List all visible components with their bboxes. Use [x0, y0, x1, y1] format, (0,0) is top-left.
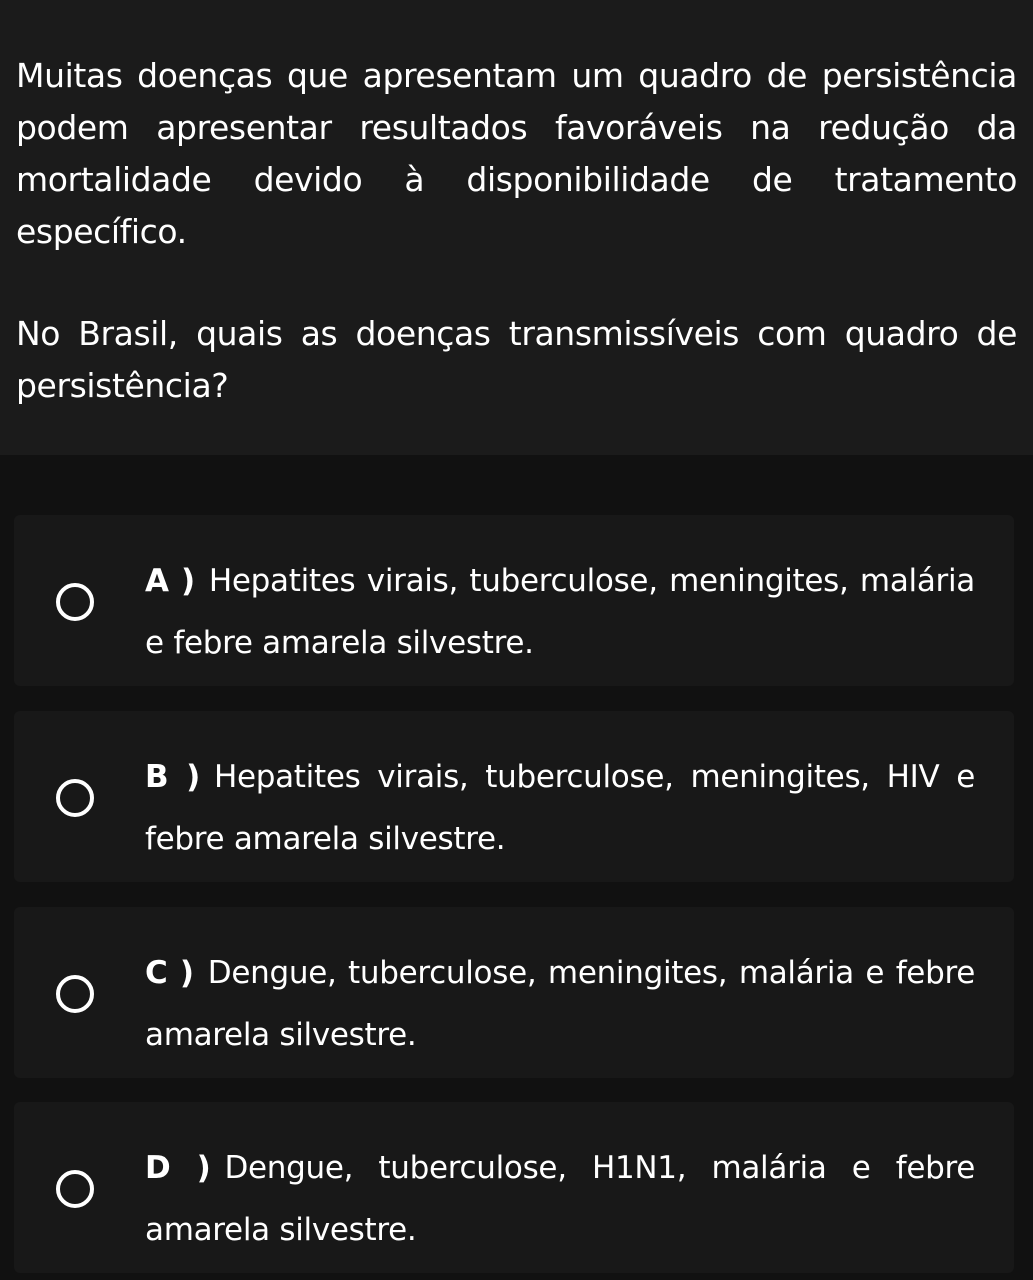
option-d[interactable]: [14, 1102, 1014, 1273]
option-b-text: [145, 746, 975, 870]
option-a-text: [145, 550, 975, 674]
option-b-letter: B ): [145, 759, 200, 795]
question-panel: [0, 0, 1033, 455]
question-prompt: No Brasil, quais as doenças transmissíveis com quadro de persistência?: [16, 314, 1017, 405]
radio-button-icon[interactable]: [56, 583, 94, 621]
option-a-label: Hepatites virais, tuberculose, meningites, malária e febre amarela silvestre.: [145, 563, 975, 661]
option-d-label: Dengue, tuberculose, H1N1, malária e febre amarela silvestre.: [145, 1150, 976, 1248]
option-b-label: Hepatites virais, tuberculose, meningites, HIV e febre amarela silvestre.: [145, 759, 975, 857]
radio-button-icon[interactable]: [56, 1170, 94, 1208]
option-b[interactable]: [14, 711, 1014, 882]
option-c-text: [145, 942, 975, 1066]
radio-button-icon[interactable]: [56, 975, 94, 1013]
option-d-letter: D ): [145, 1150, 211, 1186]
option-d-text: [145, 1137, 975, 1261]
radio-button-icon[interactable]: [56, 779, 94, 817]
option-c-letter: C ): [145, 955, 194, 991]
question-context: Muitas doenças que apresentam um quadro de persistência podem apresentar resultados favoráveis na redução da mortalidade devido à disponibilidade de tratamento específico.: [16, 56, 1017, 251]
option-c[interactable]: [14, 907, 1014, 1078]
option-a[interactable]: [14, 515, 1014, 686]
option-a-letter: A ): [145, 563, 195, 599]
option-c-label: Dengue, tuberculose, meningites, malária e febre amarela silvestre.: [145, 955, 975, 1053]
